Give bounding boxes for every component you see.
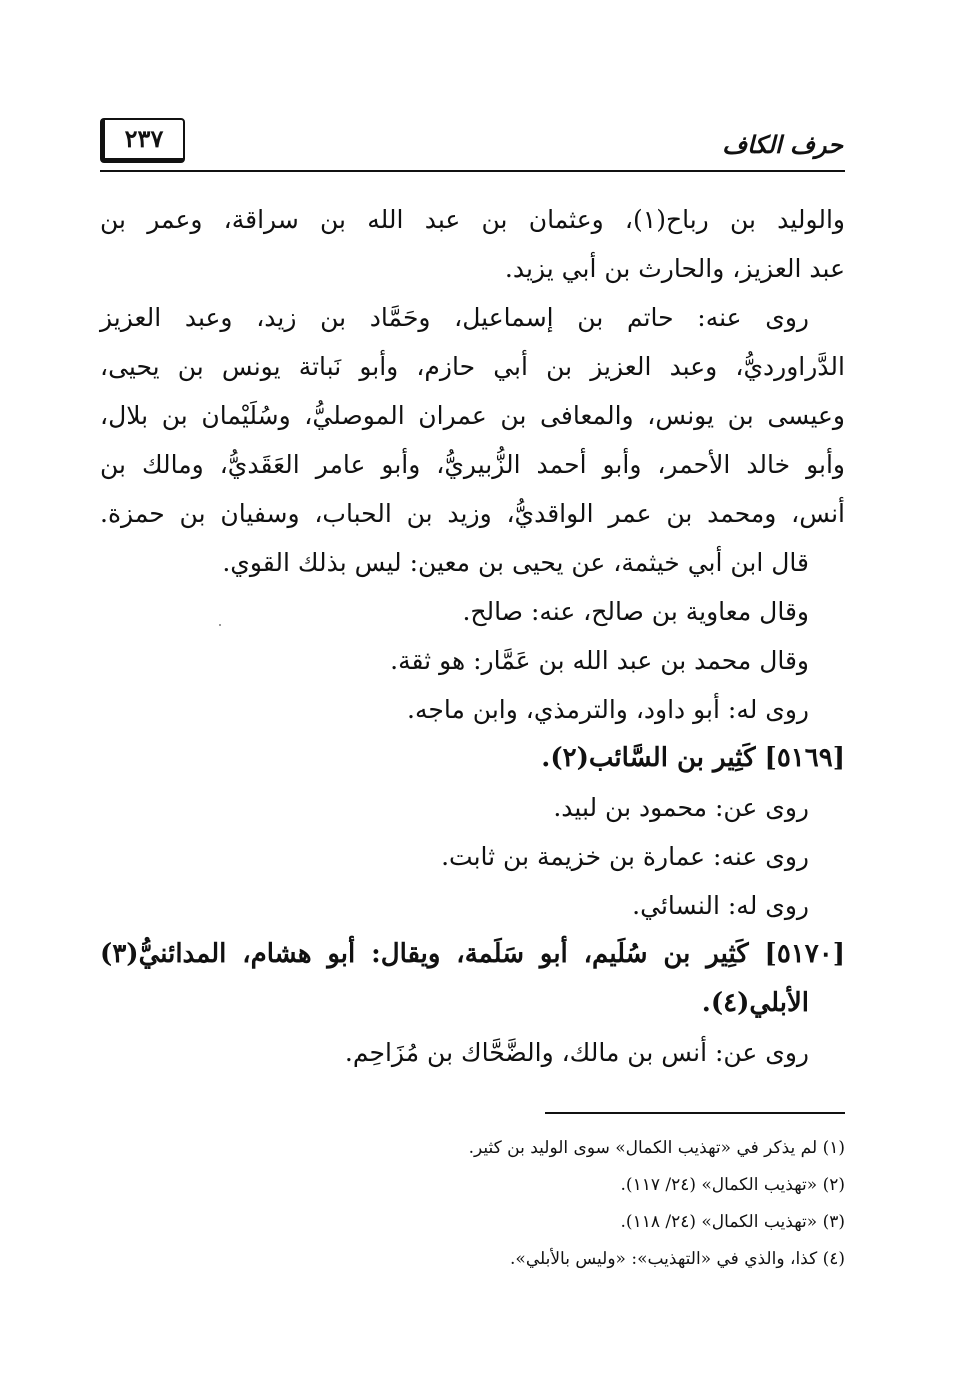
print-speck [219,624,221,626]
entry-heading: [٥١٦٩] كَثِير بن السَّائب(٢). [541,743,845,773]
entry-heading: [٥١٧٠] كَثِير بن سُلَيم، أبو سَلَمة، ويقال: أبو هشام، المدائنيُّ(٣) [100,939,845,969]
text-line: وأبو خالد الأحمر، وأبو أحمد الزُّبيريُّ، وأبو عامر العَقَديُّ، ومالك بن [100,450,845,479]
page-header [100,110,845,170]
text-line: عبد العزيز، والحارث بن أبي يزيد. [504,254,845,283]
main-text [100,195,845,1077]
text-line: روى عنه: حاتم بن إسماعيل، وحَمَّاد بن زيد، وعبد العزيز [100,303,809,332]
footnote: (٤) كذا، والذي في «التهذيب»: «وليس بالأبلي». [510,1249,845,1269]
footnote-divider [545,1112,845,1114]
text-line: الدَّراورديُّ، وعبد العزيز بن أبي حازم، وأبو نَباتة يونس بن يحيى، [100,352,845,381]
footnote: (٢) «تهذيب الكمال» (٢٤/ ١١٧). [620,1175,845,1195]
running-title: حرف الكاف [722,130,843,159]
footnotes [300,1130,845,1278]
text-line: روى عنه: عمارة بن خزيمة بن ثابت. [441,842,809,871]
footnote: (١) لم يذكر في «تهذيب الكمال» سوى الوليد بن كثير. [468,1138,845,1158]
text-line: وقال محمد بن عبد الله بن عَمَّار: هو ثقة. [390,646,809,675]
text-line: وعيسى بن يونس، والمعافى بن عمران الموصليُّ، وسُلَيْمان بن بلال، [100,401,845,430]
text-line: قال ابن أبي خيثمة، عن يحيى بن معين: ليس بذلك القوي. [222,548,809,577]
text-line: روى له: أبو داود، والترمذي، وابن ماجه. [407,695,809,724]
page-number: ٢٣٧ [100,118,185,163]
text-line: وقال معاوية بن صالح، عنه: صالح. [462,597,809,626]
text-line: روى عن: محمود بن لبيد. [553,793,809,822]
text-line: روى له: النسائي. [632,891,809,920]
entry-heading-continued: الأبلي(٤). [701,988,809,1018]
text-line: أنس، ومحمد بن عمر الواقديُّ، وزيد بن الحباب، وسفيان بن حمزة. [100,499,845,528]
text-line: والوليد بن رباح(١)، وعثمان بن عبد الله بن سراقة، وعمر بن [100,205,846,234]
header-divider [100,170,845,172]
text-line: روى عن: أنس بن مالك، والضَّحَّاك بن مُزَاحِم. [344,1038,809,1067]
footnote: (٣) «تهذيب الكمال» (٢٤/ ١١٨). [620,1212,845,1232]
